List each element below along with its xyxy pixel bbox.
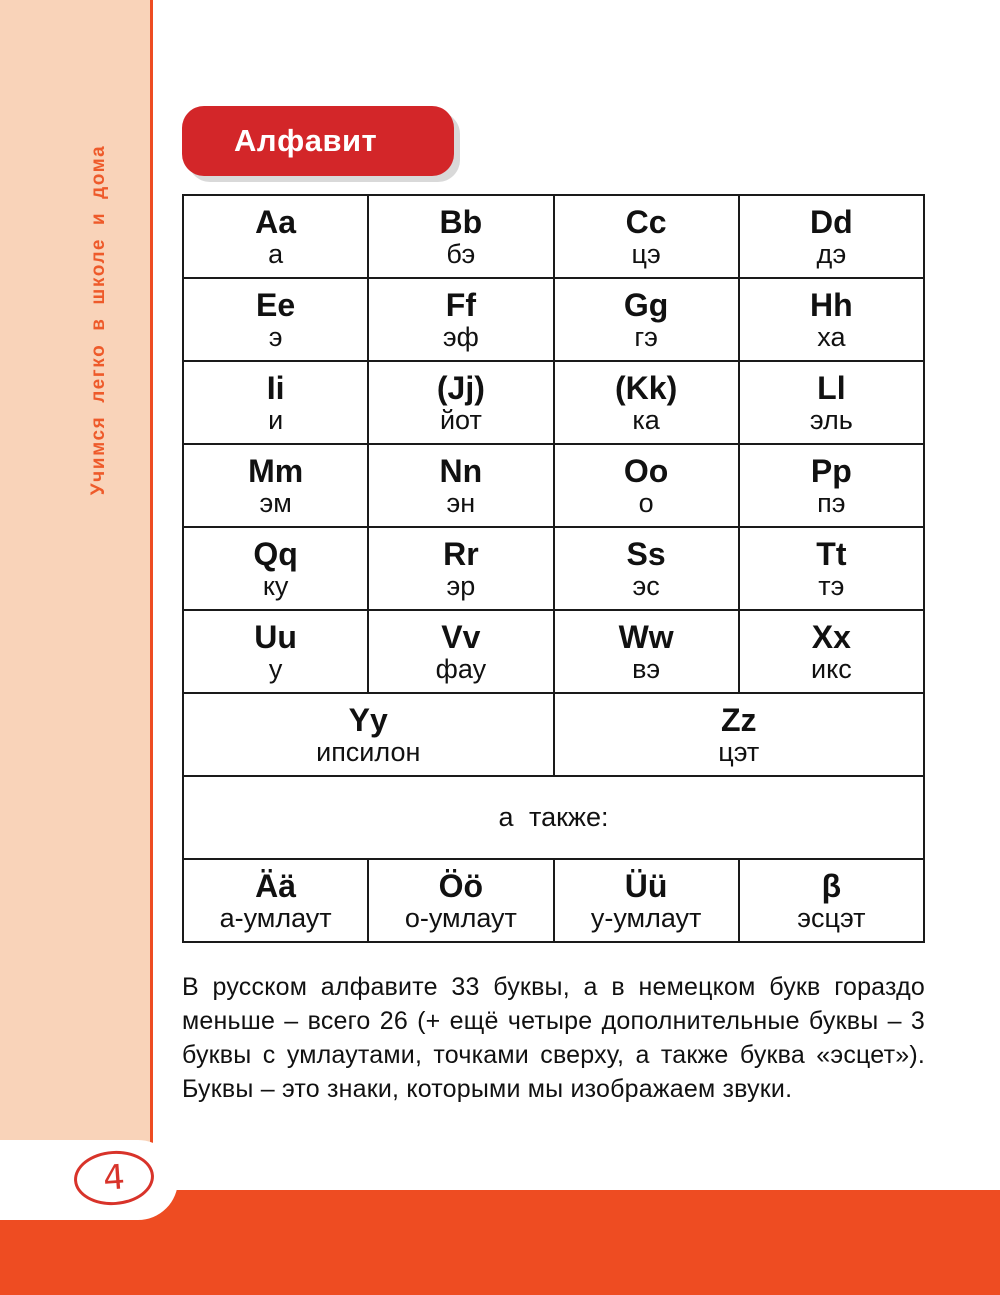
- letter: Ee: [256, 286, 296, 323]
- letter-name: пэ: [817, 487, 846, 518]
- letter-cell: [739, 361, 924, 444]
- alphabet-table: [182, 194, 925, 943]
- letter-name: цэ: [631, 238, 661, 269]
- table-row: [183, 278, 924, 361]
- letter-cell: [554, 444, 739, 527]
- body-paragraph: В русском алфавите 33 буквы, а в немецком букв гораздо меньше – всего 26 (+ ещё четыре дополнительные буквы – 3 буквы с умлаутами, точками сверху, а также буква «эсцет»). Буквы – это знаки, которыми мы изображаем звуки.: [182, 973, 925, 1103]
- letter: Aa: [255, 203, 297, 240]
- letter: Nn: [439, 452, 483, 489]
- letter: Dd: [810, 203, 853, 240]
- letter: Oo: [623, 452, 669, 489]
- letter-name: у-умлаут: [590, 902, 702, 933]
- letter-cell: [739, 278, 924, 361]
- letter: Zz: [720, 701, 757, 738]
- letter-name: о: [638, 487, 654, 518]
- letter: Vv: [441, 618, 481, 655]
- letter: Pp: [810, 452, 852, 489]
- letter-cell: [183, 278, 368, 361]
- letter-cell: [368, 859, 553, 942]
- letter: Ss: [626, 535, 666, 572]
- letter-cell: [368, 610, 553, 693]
- table-row: [183, 693, 924, 776]
- letter-name: и: [268, 404, 284, 435]
- letter-name: а: [268, 238, 284, 269]
- letter: Rr: [443, 535, 479, 572]
- table-row: [183, 361, 924, 444]
- letter-cell: [368, 361, 553, 444]
- letter-cell: [739, 610, 924, 693]
- table-row: [183, 195, 924, 278]
- letter-cell: [368, 444, 553, 527]
- letter-cell: [554, 195, 739, 278]
- letter-cell: [183, 361, 368, 444]
- letter-cell: [554, 278, 739, 361]
- letter-name: вэ: [632, 653, 661, 684]
- letter: Qq: [253, 535, 298, 572]
- letter-name: ипсилон: [316, 736, 421, 767]
- letter-name: о-умлаут: [404, 902, 517, 933]
- letter: Bb: [439, 203, 483, 240]
- letter: Mm: [248, 452, 304, 489]
- letter-cell: [554, 610, 739, 693]
- letter-cell: [739, 527, 924, 610]
- letter: Ää: [255, 867, 297, 904]
- letter: (Kk): [615, 369, 678, 406]
- letter-cell: [183, 610, 368, 693]
- letter-name: а-умлаут: [219, 902, 332, 933]
- letter-cell: [368, 278, 553, 361]
- letter: Üü: [624, 867, 668, 904]
- page-number: 4: [72, 1148, 156, 1207]
- letter-name: э: [268, 321, 283, 352]
- letter: Uu: [254, 618, 297, 655]
- also-label: а также:: [183, 776, 924, 859]
- letter-name: эф: [442, 321, 479, 352]
- letter-name: дэ: [816, 238, 847, 269]
- letter: Ii: [266, 369, 285, 406]
- letter: Öö: [438, 867, 484, 904]
- table-row: [183, 859, 924, 942]
- letter-cell: [183, 444, 368, 527]
- table-row: [183, 444, 924, 527]
- letter: (Jj): [436, 369, 485, 406]
- letter-name: ку: [262, 570, 289, 601]
- section-title: [182, 106, 454, 176]
- letter-name: икс: [811, 653, 852, 684]
- letter-cell: [554, 859, 739, 942]
- letter-cell: [183, 859, 368, 942]
- letter: Yy: [348, 701, 388, 738]
- letter-cell: [183, 195, 368, 278]
- letter: β: [821, 867, 842, 904]
- table-row: [183, 527, 924, 610]
- letter: Hh: [810, 286, 853, 323]
- letter: Tt: [816, 535, 847, 572]
- letter-name: фау: [435, 653, 487, 684]
- letter-name: эн: [446, 487, 476, 518]
- sidebar-panel: [0, 0, 150, 1295]
- letter: Gg: [623, 286, 669, 323]
- letter-name: у: [268, 653, 283, 684]
- letter-name: гэ: [634, 321, 658, 352]
- letter-cell: [739, 859, 924, 942]
- letter-cell-wide: [183, 693, 554, 776]
- sidebar-divider: [150, 0, 153, 1190]
- letter-name: йот: [439, 404, 482, 435]
- letter-name: эль: [809, 404, 853, 435]
- letter-name: ха: [817, 321, 846, 352]
- letter-name: эм: [259, 487, 292, 518]
- letter-name: бэ: [446, 238, 476, 269]
- letter: Ww: [618, 618, 674, 655]
- letter-cell: [183, 527, 368, 610]
- letter-cell-wide: [554, 693, 925, 776]
- letter-cell: [739, 444, 924, 527]
- table-row: [183, 776, 924, 859]
- letter-name: ка: [632, 404, 660, 435]
- letter-cell: [739, 195, 924, 278]
- table-row: [183, 610, 924, 693]
- letter-cell: [554, 527, 739, 610]
- letter-cell: [368, 195, 553, 278]
- letter-name: цэт: [718, 736, 760, 767]
- letter: Xx: [811, 618, 851, 655]
- letter-cell: [554, 361, 739, 444]
- letter-name: эсцэт: [797, 902, 866, 933]
- letter: Ll: [817, 369, 846, 406]
- letter-name: тэ: [818, 570, 845, 601]
- letter: Ff: [445, 286, 476, 323]
- section-title-text: Алфавит: [234, 123, 378, 158]
- letter-cell: [368, 527, 553, 610]
- sidebar-running-title: Учимся легко в школе и дома: [88, 144, 109, 496]
- letter-name: эр: [446, 570, 476, 601]
- letter-name: эс: [632, 570, 660, 601]
- letter: Cc: [625, 203, 667, 240]
